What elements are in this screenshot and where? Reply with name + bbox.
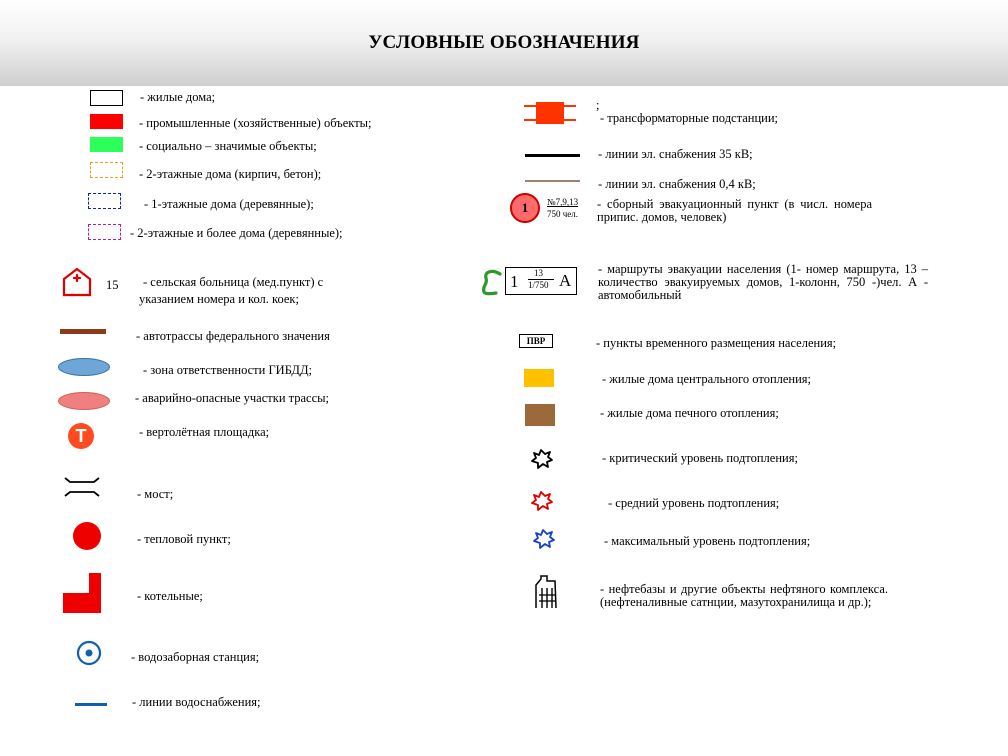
residential-label: - жилые дома; <box>140 90 216 104</box>
route-number: 1 <box>510 272 519 291</box>
central-heating-icon <box>524 369 554 387</box>
flood-critical-label: - критический уровень подтопления; <box>602 451 798 465</box>
route-badge <box>505 267 577 295</box>
industrial-object-icon <box>90 114 123 129</box>
page-title: УСЛОВНЫЕ ОБОЗНАЧЕНИЯ <box>368 32 640 53</box>
boiler-label: - котельные; <box>137 589 203 603</box>
pvr-label: - пункты временного размещения населения; <box>596 336 837 350</box>
bridge-label: - мост; <box>137 487 174 501</box>
bridge-icon <box>62 476 102 498</box>
social-object-icon <box>90 137 123 152</box>
water-intake-icon <box>76 640 102 666</box>
central-heating-label: - жилые дома центрального отопления; <box>602 372 812 386</box>
flood-critical-icon <box>530 448 554 470</box>
hospital-icon <box>62 267 92 297</box>
line-04kv <box>525 180 580 182</box>
route-people: 1/750 <box>528 280 549 290</box>
transformer-semicolon: ; <box>596 98 600 112</box>
pvr-badge-text: ПВР <box>526 336 546 346</box>
multi-storey-wood-label: - 2-этажные и более дома (деревянные); <box>130 226 343 240</box>
federal-road-label: - автотрассы федерального значения <box>136 329 330 343</box>
boiler-icon <box>63 573 105 613</box>
residential-house-icon <box>90 90 123 106</box>
evac-point-label: - сборный эвакуационный пункт (в числ. номера припис. домов, человек) <box>597 197 872 224</box>
route-label: - маршруты эвакуации населения (1- номер маршрута, 13 – количество эвакуируемых домов, 1-колонн, 750 -)чел. А - автомобильный <box>598 262 928 302</box>
hospital-label-line2: указанием номера и кол. коек; <box>139 292 299 306</box>
flood-medium-icon <box>530 490 554 512</box>
one-storey-wood-label: - 1-этажные дома (деревянные); <box>144 197 314 211</box>
line-35kv-label: - линии эл. снабжения 35 кВ; <box>598 147 753 161</box>
accident-zone-ellipse <box>58 392 110 410</box>
multi-storey-wood-icon <box>88 224 121 240</box>
water-station-label: - водозаборная станция; <box>131 650 260 664</box>
oil-depot-icon <box>533 575 559 609</box>
two-storey-brick-icon <box>90 162 123 178</box>
federal-road-line <box>60 329 106 334</box>
heat-point-icon <box>73 522 101 550</box>
helipad-label: - вертолётная площадка; <box>139 425 270 439</box>
pvr-badge <box>519 334 553 348</box>
title-bar <box>0 0 1008 86</box>
flood-max-icon <box>532 528 556 550</box>
flood-max-label: - максимальный уровень подтопления; <box>604 534 811 548</box>
route-type: А <box>559 271 572 290</box>
water-lines-label: - линии водоснабжения; <box>132 695 261 709</box>
gibdd-label: - зона ответственности ГИБДД; <box>143 363 312 377</box>
evac-point-people: 750 чел. <box>547 209 579 219</box>
helipad-icon <box>68 423 94 449</box>
line-04kv-label: - линии эл. снабжения 0,4 кВ; <box>598 177 756 191</box>
accident-label: - аварийно-опасные участки трассы; <box>135 391 330 405</box>
evac-point-number: 1 <box>521 200 529 215</box>
flood-medium-label: - средний уровень подтопления; <box>608 496 780 510</box>
gibdd-zone-ellipse <box>58 358 110 376</box>
water-line-icon <box>75 703 107 706</box>
helipad-letter: Т <box>75 426 87 446</box>
one-storey-wood-icon <box>88 193 121 209</box>
stove-heating-label: - жилые дома печного отопления; <box>600 406 779 420</box>
stove-heating-icon <box>525 404 555 426</box>
line-35kv <box>525 154 580 157</box>
industrial-label: - промышленные (хозяйственные) объекты; <box>139 116 372 130</box>
evac-point-houses: №7,9,13 <box>547 197 579 207</box>
transformer-label: - трансформаторные подстанции; <box>600 111 778 125</box>
hospital-label-line1: - сельская больница (мед.пункт) с <box>143 275 324 289</box>
two-storey-brick-label: - 2-этажные дома (кирпич, бетон); <box>139 167 322 181</box>
transformer-icon <box>524 100 576 126</box>
route-icon <box>478 268 504 296</box>
route-houses: 13 <box>534 268 543 278</box>
hospital-number: 15 <box>106 278 119 292</box>
social-label: - социально – значимые объекты; <box>139 139 317 153</box>
evac-point-icon <box>510 193 540 223</box>
oil-depot-label: - нефтебазы и другие объекты нефтяного комплекса. (нефтеналивные сатнции, мазутохранилища и др.); <box>600 582 888 609</box>
heat-point-label: - тепловой пункт; <box>137 532 231 546</box>
